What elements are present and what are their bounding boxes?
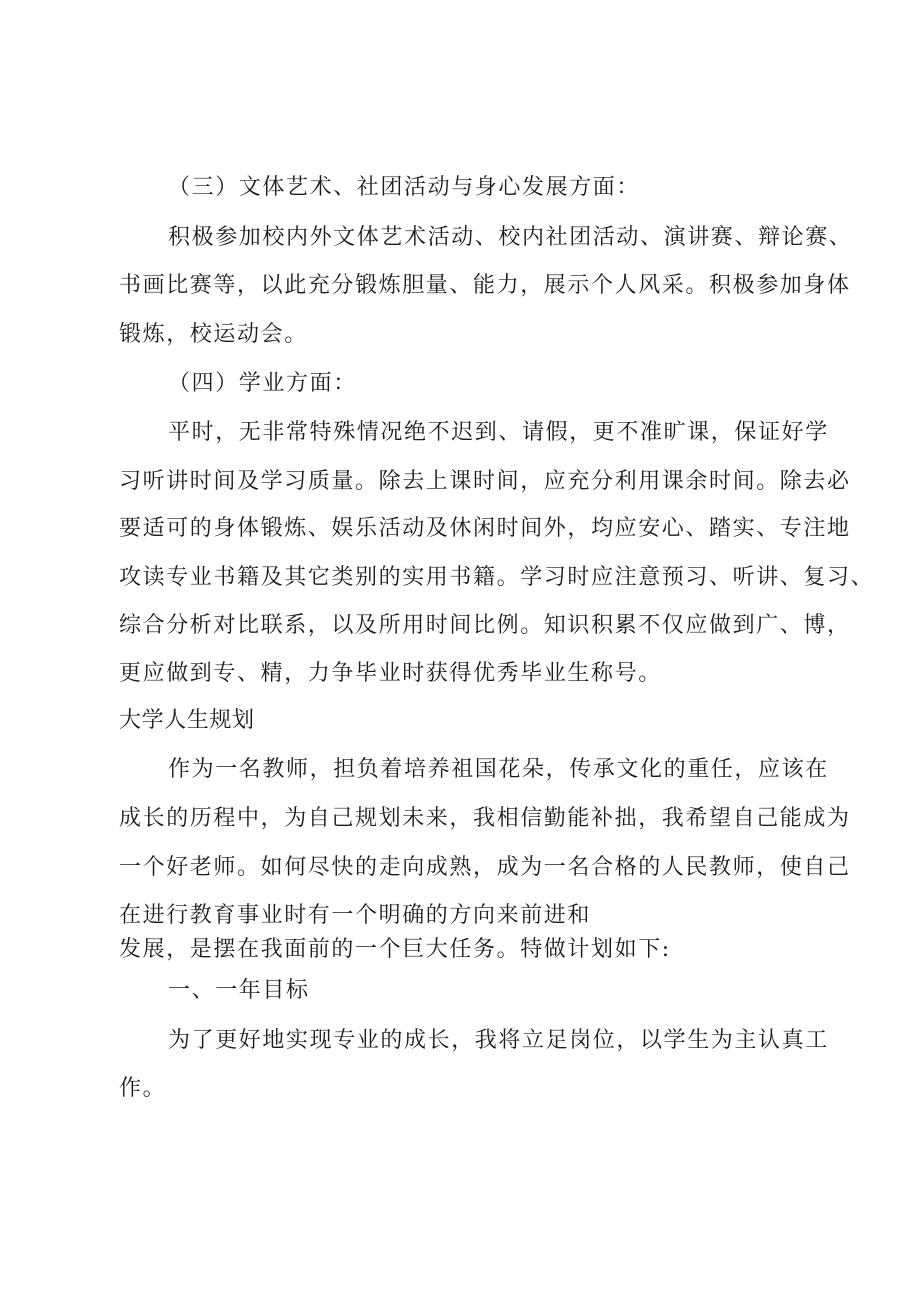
paragraph-line: 作。	[119, 1076, 167, 1101]
paragraph-line: 要适可的身体锻炼、娱乐活动及休闲时间外，均应安心、踏实、专注地	[119, 516, 851, 541]
paragraph-line: 综合分析对比联系，以及所用时间比例。知识积累不仅应做到广、博，	[119, 613, 851, 638]
paragraph-line: 作为一名教师，担负着培养祖国花朵，传承文化的重任，应该在	[168, 757, 829, 782]
paragraph-line: 更应做到专、精，力争毕业时获得优秀毕业生称号。	[119, 661, 662, 686]
section-heading-arts: （三）文体艺术、社团活动与身心发展方面：	[168, 175, 641, 200]
paragraph-line: 成长的历程中，为自己规划未来，我相信勤能补拙，我希望自己能成为	[119, 806, 851, 831]
paragraph-line: 为了更好地实现专业的成长，我将立足岗位，以学生为主认真工	[168, 1028, 829, 1053]
paragraph-line: 积极参加校内外文体艺术活动、校内社团活动、演讲赛、辩论赛、	[168, 225, 853, 250]
section-heading-academics: （四）学业方面：	[168, 371, 357, 396]
document-subtitle: 大学人生规划	[119, 708, 255, 733]
paragraph-line: 攻读专业书籍及其它类别的实用书籍。学习时应注意预习、听讲、复习、	[119, 565, 875, 590]
paragraph-line: 一个好老师。如何尽快的走向成熟，成为一名合格的人民教师，使自己	[119, 855, 851, 880]
paragraph-line: 在进行教育事业时有一个明确的方向来前进和	[119, 903, 592, 928]
paragraph-line: 锻炼，校运动会。	[119, 322, 308, 347]
paragraph-line: 习听讲时间及学习质量。除去上课时间，应充分利用课余时间。除去必	[119, 469, 851, 494]
paragraph-line: 发展，是摆在我面前的一个巨大任务。特做计划如下:	[119, 937, 671, 962]
paragraph-line: 书画比赛等，以此充分锻炼胆量、能力，展示个人风采。积极参加身体	[119, 273, 851, 298]
paragraph-line: 平时，无非常特殊情况绝不迟到、请假，更不准旷课，保证好学	[168, 420, 829, 445]
section-heading-one-year-goal: 一、一年目标	[168, 978, 310, 1003]
